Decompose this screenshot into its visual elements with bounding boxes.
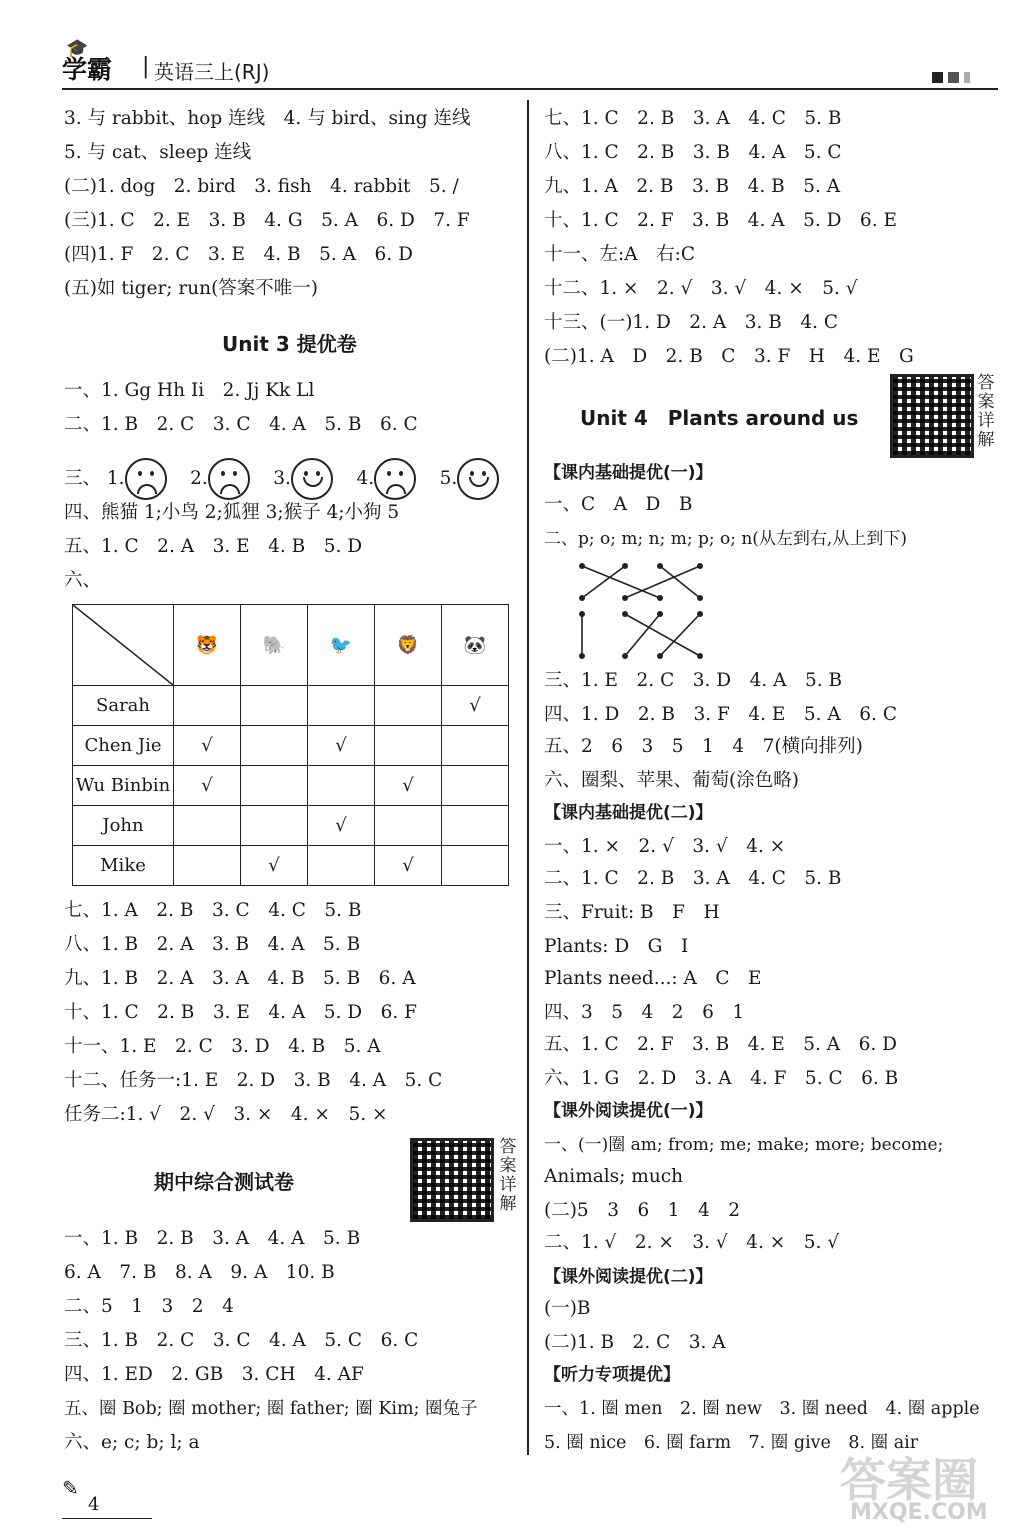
header-square-icon xyxy=(964,72,970,83)
answer-line: 二、1. B 2. C 3. C 4. A 5. B 6. C xyxy=(64,414,418,435)
mark-cell xyxy=(308,766,375,806)
answer-line: 四、熊猫 1;小鸟 2;狐狸 3;猴子 4;小狗 5 xyxy=(64,502,400,523)
answer-line: 三、Fruit: B F H xyxy=(544,902,720,923)
answer-line: 一、1. Gg Hh Ii 2. Jj Kk Ll xyxy=(64,380,315,401)
row-name: Sarah xyxy=(73,686,174,726)
table-row xyxy=(73,726,509,766)
answer-line: 六、 xyxy=(64,570,102,591)
answer-line: (四)1. F 2. C 3. E 4. B 5. A 6. D xyxy=(64,244,413,265)
mark-cell xyxy=(375,686,442,726)
subsection-heading: 【课外阅读提优(二)】 xyxy=(544,1267,713,1287)
answer-line: 七、1. C 2. B 3. A 4. C 5. B xyxy=(544,108,842,129)
faces-row xyxy=(64,458,499,500)
answer-line: 七、1. A 2. B 3. C 4. C 5. B xyxy=(64,900,362,921)
answer-line: (二)1. A D 2. B C 3. F H 4. E G xyxy=(544,346,914,367)
mark-cell xyxy=(442,766,509,806)
tiger-icon: 🐯 xyxy=(174,605,241,686)
answer-line: Animals; much xyxy=(544,1166,684,1187)
table-row xyxy=(73,846,509,886)
answer-line: 十、1. C 2. F 3. B 4. A 5. D 6. E xyxy=(544,210,897,231)
pencil-icon: ✎ xyxy=(62,1476,79,1500)
mark-cell xyxy=(241,766,308,806)
answer-line: 四、1. ED 2. GB 3. CH 4. AF xyxy=(64,1364,364,1385)
answer-line: 十二、任务一:1. E 2. D 3. B 4. A 5. C xyxy=(64,1070,443,1091)
mark-cell xyxy=(308,846,375,886)
mark-cell xyxy=(174,686,241,726)
qr-label: 答案详解 xyxy=(499,1137,517,1214)
answer-line: 二、1. √ 2. × 3. √ 4. × 5. √ xyxy=(544,1232,840,1253)
answer-line: 六、e; c; b; l; a xyxy=(64,1432,200,1453)
lion-icon: 🦁 xyxy=(375,605,442,686)
book-title: 英语三上(RJ) xyxy=(154,60,270,84)
answer-line: Plants need...: A C E xyxy=(544,968,762,989)
answer-line: 二、5 1 3 2 4 xyxy=(64,1296,234,1317)
mark-cell xyxy=(442,726,509,766)
answer-line: 五、圈 Bob; 圈 mother; 圈 father; 圈 Kim; 圈兔子 xyxy=(64,1399,478,1419)
mark-cell xyxy=(241,806,308,846)
answer-line: (二)1. B 2. C 3. A xyxy=(544,1332,726,1353)
mark-cell: √ xyxy=(174,726,241,766)
answer-line: 八、1. C 2. B 3. B 4. A 5. C xyxy=(544,142,842,163)
answer-line: (一)B xyxy=(544,1298,591,1319)
faces-prefix: 三、 xyxy=(64,468,102,489)
answer-line: 十一、左:A 右:C xyxy=(544,244,695,265)
diagonal-line xyxy=(73,605,173,685)
checkmark-table xyxy=(72,604,509,886)
mark-cell: √ xyxy=(375,846,442,886)
table-row xyxy=(73,806,509,846)
answer-line: 六、1. G 2. D 3. A 4. F 5. C 6. B xyxy=(544,1068,899,1089)
matching-lines-diagram xyxy=(570,558,710,662)
answer-line: 6. A 7. B 8. A 9. A 10. B xyxy=(64,1262,335,1283)
table-header-row xyxy=(73,605,509,686)
face-item: 2. xyxy=(190,468,250,489)
answer-line: 九、1. B 2. A 3. A 4. B 5. B 6. A xyxy=(64,968,416,989)
section-title: 期中综合测试卷 xyxy=(154,1170,294,1194)
answer-line: 四、3 5 4 2 6 1 xyxy=(544,1002,745,1023)
answer-line: 一、1. × 2. √ 3. √ 4. × xyxy=(544,836,786,857)
table-row xyxy=(73,686,509,726)
page-header xyxy=(62,38,998,90)
answer-line: 八、1. B 2. A 3. B 4. A 5. B xyxy=(64,934,361,955)
mark-cell xyxy=(308,686,375,726)
panda-icon: 🐼 xyxy=(442,605,509,686)
mark-cell: √ xyxy=(241,846,308,886)
row-name: Chen Jie xyxy=(73,726,174,766)
mark-cell xyxy=(174,806,241,846)
section-title: Unit 4 Plants around us xyxy=(580,406,859,430)
qr-code xyxy=(410,1138,494,1222)
subsection-heading: 【课内基础提优(二)】 xyxy=(544,803,713,823)
mark-cell: √ xyxy=(442,686,509,726)
mark-cell xyxy=(241,726,308,766)
answer-line: 十一、1. E 2. C 3. D 4. B 5. A xyxy=(64,1036,381,1057)
table-row xyxy=(73,766,509,806)
happy-face-icon xyxy=(291,458,333,500)
row-name: Mike xyxy=(73,846,174,886)
answer-line: 三、1. E 2. C 3. D 4. A 5. B xyxy=(544,670,843,691)
answer-line: 二、p; o; m; n; m; p; o; n(从左到右,从上到下) xyxy=(544,529,907,549)
answer-line: (三)1. C 2. E 3. B 4. G 5. A 6. D 7. F xyxy=(64,210,470,231)
answer-line: 5. 圈 nice 6. 圈 farm 7. 圈 give 8. 圈 air xyxy=(544,1433,919,1453)
answer-line: 十、1. C 2. B 3. E 4. A 5. D 6. F xyxy=(64,1002,417,1023)
brand-logo: 学霸 xyxy=(62,55,113,84)
subsection-heading: 【听力专项提优】 xyxy=(544,1365,680,1385)
sad-face-icon xyxy=(374,458,416,500)
answer-line: 5. 与 cat、sleep 连线 xyxy=(64,142,252,163)
face-item: 5. xyxy=(440,468,500,489)
page-number: 4 xyxy=(88,1494,100,1515)
mark-cell xyxy=(174,846,241,886)
happy-face-icon xyxy=(457,458,499,500)
mark-cell: √ xyxy=(375,766,442,806)
qr-label: 答案详解 xyxy=(977,373,995,450)
sad-face-icon xyxy=(208,458,250,500)
answer-line: 三、1. B 2. C 3. C 4. A 5. C 6. C xyxy=(64,1330,419,1351)
header-rule xyxy=(62,88,998,90)
watermark: 答案圈 xyxy=(840,1453,978,1507)
graduation-cap-icon: 🎓 xyxy=(66,38,89,59)
answer-line: 一、1. B 2. B 3. A 4. A 5. B xyxy=(64,1228,361,1249)
answer-line: 五、1. C 2. F 3. B 4. E 5. A 6. D xyxy=(544,1034,897,1055)
answer-line: (五)如 tiger; run(答案不唯一) xyxy=(64,278,319,299)
mark-cell: √ xyxy=(308,806,375,846)
mark-cell xyxy=(442,846,509,886)
answer-line: 一、C A D B xyxy=(544,494,693,515)
mark-cell: √ xyxy=(308,726,375,766)
answer-line: (二)1. dog 2. bird 3. fish 4. rabbit 5. / xyxy=(64,176,459,197)
answer-line: 四、1. D 2. B 3. F 4. E 5. A 6. C xyxy=(544,704,897,725)
answer-line: Plants: D G I xyxy=(544,936,689,957)
sad-face-icon xyxy=(125,458,167,500)
answer-line: 3. 与 rabbit、hop 连线 4. 与 bird、sing 连线 xyxy=(64,108,471,129)
column-divider xyxy=(527,100,529,1455)
footer-rule xyxy=(62,1518,152,1519)
answer-line: 五、1. C 2. A 3. E 4. B 5. D xyxy=(64,536,363,557)
mark-cell xyxy=(442,806,509,846)
answer-line: 一、1. 圈 men 2. 圈 new 3. 圈 need 4. 圈 apple xyxy=(544,1399,980,1419)
header-square-icon xyxy=(948,72,959,83)
section-title: Unit 3 提优卷 xyxy=(222,332,357,356)
header-square-icon xyxy=(932,72,943,83)
face-item: 1. xyxy=(107,468,167,489)
mark-cell: √ xyxy=(174,766,241,806)
answer-line: 十三、(一)1. D 2. A 3. B 4. C xyxy=(544,312,839,333)
elephant-icon: 🐘 xyxy=(241,605,308,686)
face-item: 4. xyxy=(356,468,416,489)
mark-cell xyxy=(241,686,308,726)
watermark-url: MXQE.COM xyxy=(850,1500,988,1525)
answer-line: 五、2 6 3 5 1 4 7(横向排列) xyxy=(544,736,863,757)
subsection-heading: 【课外阅读提优(一)】 xyxy=(544,1101,713,1121)
face-item: 3. xyxy=(273,468,333,489)
row-name: Wu Binbin xyxy=(73,766,174,806)
answer-line: 二、1. C 2. B 3. A 4. C 5. B xyxy=(544,868,842,889)
diagonal-corner-cell xyxy=(73,605,174,686)
answer-line: 一、(一)圈 am; from; me; make; more; become; xyxy=(544,1135,944,1155)
answer-line: 九、1. A 2. B 3. B 4. B 5. A xyxy=(544,176,841,197)
answer-line: (二)5 3 6 1 4 2 xyxy=(544,1200,741,1221)
answer-line: 十二、1. × 2. √ 3. √ 4. × 5. √ xyxy=(544,278,858,299)
bird-icon: 🐦 xyxy=(308,605,375,686)
qr-code xyxy=(890,374,974,458)
header-separator: | xyxy=(142,54,150,79)
answer-line: 六、圈梨、苹果、葡萄(涂色略) xyxy=(544,770,799,791)
answer-line: 任务二:1. √ 2. √ 3. × 4. × 5. × xyxy=(64,1104,388,1125)
mark-cell xyxy=(375,726,442,766)
row-name: John xyxy=(73,806,174,846)
mark-cell xyxy=(375,806,442,846)
subsection-heading: 【课内基础提优(一)】 xyxy=(544,463,713,483)
